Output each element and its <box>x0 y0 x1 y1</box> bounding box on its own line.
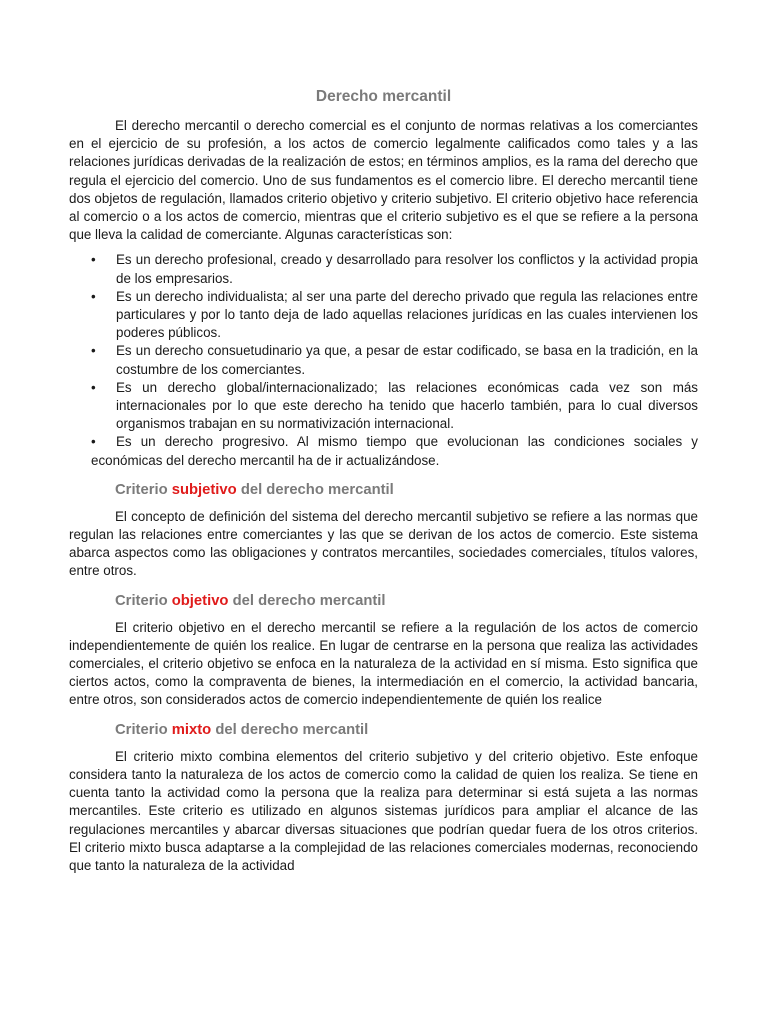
list-item-text: Es un derecho profesional, creado y desarrollado para resolver los conflictos y la actividad propia de los empresarios. <box>116 252 698 286</box>
heading-prefix: Criterio <box>115 481 172 498</box>
bullet-icon: • <box>91 434 96 450</box>
bullet-icon: • <box>91 288 96 304</box>
heading-accent: mixto <box>171 721 212 738</box>
section-heading-subjetivo <box>115 480 698 500</box>
list-item <box>69 433 698 469</box>
bullet-icon: • <box>91 379 96 395</box>
heading-suffix: del derecho mercantil <box>211 721 369 738</box>
document-page <box>69 86 698 875</box>
list-item <box>69 288 698 343</box>
heading-suffix: del derecho mercantil <box>236 481 394 498</box>
list-item <box>69 342 698 378</box>
section-heading-objetivo <box>115 591 698 611</box>
bullet-icon: • <box>91 252 96 268</box>
list-item-text: Es un derecho global/internacionalizado; las relaciones económicas cada vez son más internacionales por lo que este derecho ha tenido que hacerlo también, para lo cual diversos organismos trabajan en su normativización internacional. <box>116 379 698 432</box>
document-title: Derecho mercantil <box>315 88 452 105</box>
heading-prefix: Criterio <box>115 721 172 738</box>
section-paragraph-objetivo: El criterio objetivo en el derecho mercantil se refiere a la regulación de los actos de comercio independientemente de quién los realice. En lugar de centrarse en la persona que realiza las actividades comerciales, el criterio objetivo se enfoca en la naturaleza de la actividad en sí misma. Esto significa que ciertos actos, como la compraventa de bienes, la intermediación en el comercio, la actividad bancaria, entre otros, son considerados actos de comercio independientemente de quién los realice <box>69 619 698 708</box>
intro-paragraph: El derecho mercantil o derecho comercial es el conjunto de normas relativas a los comerciantes en el ejercicio de su profesión, a los actos de comercio legalmente calificados como tales y a las relaciones jurídicas derivadas de la realización de estos; en términos amplios, es la rama del derecho que regula el ejercicio del comercio. Uno de sus fundamentos es el comercio libre. El derecho mercantil tiene dos objetos de regulación, llamados criterio objetivo y criterio subjetivo. El criterio objetivo hace referencia al comercio o a los actos de comercio, mientras que el criterio subjetivo es el que se refiere a la persona que lleva la calidad de comerciante. Algunas características son: <box>69 118 698 243</box>
section-heading-mixto <box>115 720 698 740</box>
list-item <box>69 251 698 287</box>
heading-suffix: del derecho mercantil <box>228 592 386 609</box>
characteristics-list <box>69 251 698 469</box>
heading-accent: subjetivo <box>171 481 237 498</box>
list-item-text: Es un derecho consuetudinario ya que, a pesar de estar codificado, se basa en la tradición, en la costumbre de los comerciantes. <box>116 343 698 377</box>
list-item-text: Es un derecho progresivo. Al mismo tiempo que evolucionan las condiciones sociales y económicas del derecho mercantil ha de ir actualizándose. <box>91 434 698 468</box>
heading-prefix: Criterio <box>115 592 172 609</box>
section-paragraph-mixto: El criterio mixto combina elementos del criterio subjetivo y del criterio objetivo. Este enfoque considera tanto la naturaleza de los actos de comercio como la calidad de quien los realiza. Se tiene en cuenta tanto la actividad como la persona que la realiza para determinar si está sujeta a las normas mercantiles. Este criterio es utilizado en algunos sistemas jurídicos para ampliar el alcance de las regulaciones mercantiles y abarcar diversas situaciones que podrían quedar fuera de los otros criterios. El criterio mixto busca adaptarse a la complejidad de las relaciones comerciales modernas, reconociendo que tanto la naturaleza de la actividad <box>69 748 698 873</box>
bullet-icon: • <box>91 343 96 359</box>
section-paragraph-subjetivo: El concepto de definición del sistema del derecho mercantil subjetivo se refiere a las normas que regulan las relaciones entre comerciantes y las que se derivan de los actos de comercio. Este sistema abarca aspectos como las obligaciones y contratos mercantiles, sociedades comerciales, títulos valores, entre otros. <box>69 508 698 579</box>
list-item <box>69 379 698 434</box>
list-item-text: Es un derecho individualista; al ser una parte del derecho privado que regula las relaciones entre particulares y por lo tanto deja de lado aquellas relaciones jurídicas en las cuales intervienen los poderes públicos. <box>116 288 698 341</box>
heading-accent: objetivo <box>171 592 229 609</box>
